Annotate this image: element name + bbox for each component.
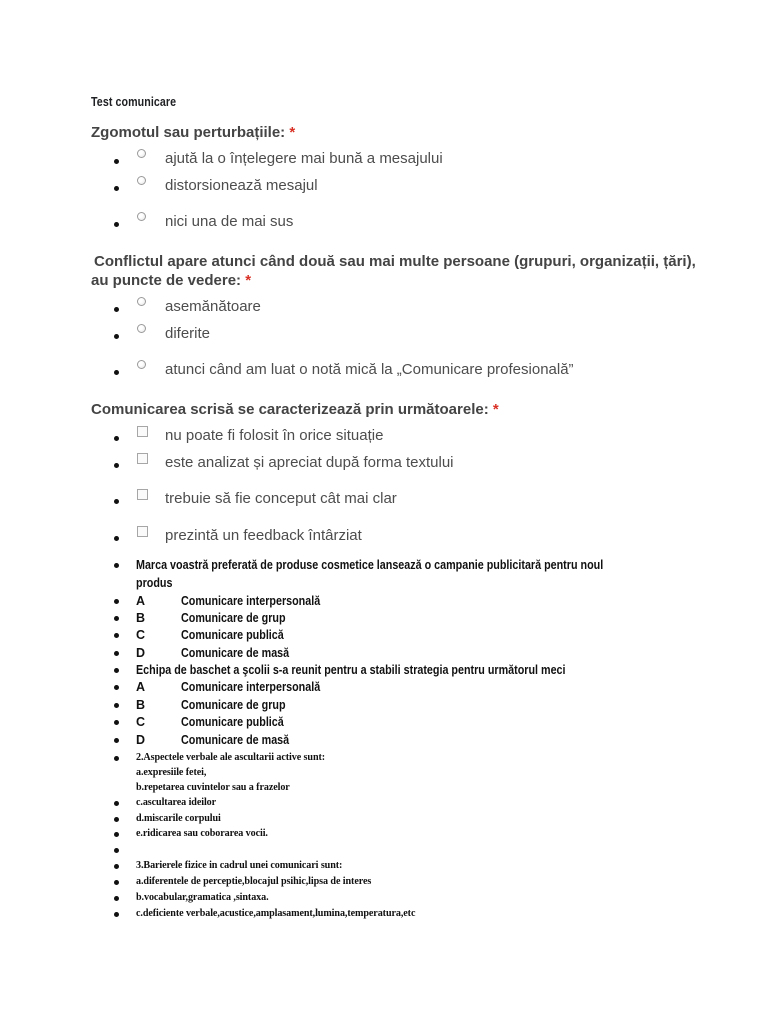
- option-text: Comunicare de masă: [181, 646, 290, 660]
- question-2-option-1[interactable]: [0, 297, 700, 317]
- option-letter: A: [136, 594, 146, 608]
- bullet-icon: [114, 222, 119, 227]
- list-line-text: e.ridicarea sau coborarea vocii.: [136, 827, 268, 839]
- list-item-empty: [0, 843, 768, 860]
- option-label: este analizat și apreciat după forma textului: [165, 454, 454, 471]
- list-item: [0, 628, 768, 645]
- option-text: Comunicare de grup: [181, 611, 286, 625]
- option-letter: C: [136, 628, 146, 642]
- list-item-continuation: [0, 576, 768, 593]
- list-line-text: 3.Barierele fizice in cadrul unei comunicari sunt:: [136, 859, 343, 871]
- bullet-icon: [114, 801, 119, 806]
- question-2-option-2[interactable]: [0, 324, 700, 344]
- list-item: [0, 558, 768, 575]
- question-1-title-text: Zgomotul sau perturbațiile:: [91, 124, 286, 141]
- list-item: [0, 859, 768, 876]
- question-2-title-line-2: [91, 271, 691, 291]
- list-item: [0, 875, 768, 892]
- question-1-title: [91, 123, 691, 143]
- option-label: nu poate fi folosit în orice situație: [165, 427, 384, 444]
- required-marker: *: [492, 401, 499, 418]
- radio-button[interactable]: [137, 360, 146, 369]
- required-marker: *: [289, 124, 296, 141]
- option-text: Comunicare de masă: [181, 733, 290, 747]
- option-label: atunci când am luat o notă mică la „Comunicare profesională”: [165, 361, 574, 378]
- option-label: distorsionează mesajul: [165, 177, 318, 194]
- option-letter: B: [136, 698, 146, 712]
- option-text: Comunicare de grup: [181, 698, 286, 712]
- question-1-option-1[interactable]: [0, 149, 700, 169]
- question-2-option-3[interactable]: [0, 360, 700, 380]
- list-item: [0, 646, 768, 663]
- option-text: Comunicare interpersonală: [181, 594, 321, 608]
- list-line-text: c.deficiente verbale,acustice,amplasament,lumina,temperatura,etc: [136, 907, 416, 919]
- checkbox[interactable]: [137, 426, 148, 437]
- question-3-option-4[interactable]: [0, 526, 700, 546]
- checkbox[interactable]: [137, 489, 148, 500]
- radio-button[interactable]: [137, 212, 146, 221]
- bullet-icon: [114, 817, 119, 822]
- bullet-icon: [114, 159, 119, 164]
- list-item: [0, 827, 768, 844]
- checkbox[interactable]: [137, 453, 148, 464]
- option-label: asemănătoare: [165, 298, 261, 315]
- list-line-text: 2.Aspectele verbale ale ascultarii active sunt:: [136, 751, 326, 763]
- option-letter: B: [136, 611, 146, 625]
- radio-button[interactable]: [137, 324, 146, 333]
- bullet-icon: [114, 463, 119, 468]
- question-3-option-1[interactable]: [0, 426, 700, 446]
- bullet-icon: [114, 864, 119, 869]
- bullet-icon: [114, 616, 119, 621]
- question-3-title: [91, 400, 691, 420]
- bullet-icon: [114, 685, 119, 690]
- option-letter: D: [136, 733, 146, 747]
- list-item: [0, 733, 768, 750]
- list-item: [0, 663, 768, 680]
- bullet-icon: [114, 563, 119, 568]
- list-question-text: produs: [136, 576, 173, 590]
- bullet-icon: [114, 848, 119, 853]
- bullet-icon: [114, 536, 119, 541]
- question-1-option-3[interactable]: [0, 212, 700, 232]
- list-line-text: c.ascultarea ideilor: [136, 796, 217, 808]
- bullet-icon: [114, 668, 119, 673]
- option-text: Comunicare interpersonală: [181, 680, 321, 694]
- radio-button[interactable]: [137, 297, 146, 306]
- option-text: Comunicare publică: [181, 628, 284, 642]
- list-item: [0, 891, 768, 908]
- option-label: prezintă un feedback întârziat: [165, 527, 362, 544]
- option-label: trebuie să fie conceput cât mai clar: [165, 490, 397, 507]
- list-item: [0, 594, 768, 611]
- option-letter: D: [136, 646, 146, 660]
- option-letter: C: [136, 715, 146, 729]
- list-question-text: Marca voastră preferată de produse cosmetice lansează o campanie publicitară pentru noul: [136, 558, 604, 572]
- bullet-icon: [114, 334, 119, 339]
- list-question-text: Echipa de baschet a şcolii s-a reunit pentru a stabili strategia pentru următorul meci: [136, 663, 566, 677]
- option-text: Comunicare publică: [181, 715, 284, 729]
- document-title: Test comunicare: [91, 94, 177, 109]
- bullet-icon: [114, 880, 119, 885]
- bullet-icon: [114, 186, 119, 191]
- question-2-title-line-1: Conflictul apare atunci când două sau mai multe persoane (grupuri, organizații, țări),: [94, 253, 696, 270]
- radio-button[interactable]: [137, 149, 146, 158]
- question-2-title-text: au puncte de vedere:: [91, 272, 242, 289]
- option-label: ajută la o înțelegere mai bună a mesajului: [165, 150, 443, 167]
- bullet-icon: [114, 436, 119, 441]
- list-item: [0, 796, 768, 813]
- bullet-icon: [114, 499, 119, 504]
- bullet-icon: [114, 370, 119, 375]
- bullet-icon: [114, 896, 119, 901]
- list-item: [0, 611, 768, 628]
- question-3-option-3[interactable]: [0, 489, 700, 509]
- list-line-text: a.diferentele de perceptie,blocajul psihic,lipsa de interes: [136, 875, 372, 887]
- list-item: [0, 680, 768, 697]
- list-item: [0, 907, 768, 924]
- option-label: nici una de mai sus: [165, 213, 294, 230]
- list-line-text: a.expresiile fetei,: [136, 766, 207, 778]
- list-line-text: d.miscarile corpului: [136, 812, 221, 824]
- required-marker: *: [245, 272, 252, 289]
- option-label: diferite: [165, 325, 211, 342]
- bullet-icon: [114, 599, 119, 604]
- bullet-icon: [114, 307, 119, 312]
- bullet-icon: [114, 832, 119, 837]
- bullet-icon: [114, 703, 119, 708]
- bullet-icon: [114, 651, 119, 656]
- bullet-icon: [114, 720, 119, 725]
- list-line-text: b.repetarea cuvintelor sau a frazelor: [136, 781, 290, 793]
- bullet-icon: [114, 633, 119, 638]
- question-1-option-2[interactable]: [0, 176, 700, 196]
- list-item: [0, 715, 768, 732]
- option-letter: A: [136, 680, 146, 694]
- radio-button[interactable]: [137, 176, 146, 185]
- question-3-option-2[interactable]: [0, 453, 700, 473]
- list-item: [0, 698, 768, 715]
- list-line-text: b.vocabular,gramatica ,sintaxa.: [136, 891, 269, 903]
- bullet-icon: [114, 756, 119, 761]
- bullet-icon: [114, 738, 119, 743]
- bullet-icon: [114, 912, 119, 917]
- question-3-title-text: Comunicarea scrisă se caracterizează prin următoarele:: [91, 401, 489, 418]
- checkbox[interactable]: [137, 526, 148, 537]
